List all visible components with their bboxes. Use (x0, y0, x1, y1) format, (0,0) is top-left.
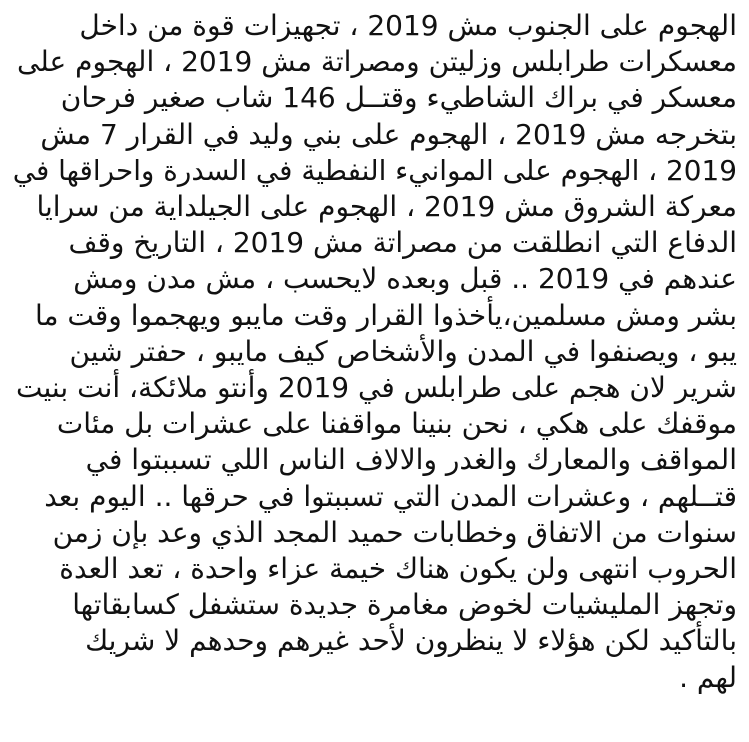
post-line-4: بتخرجه مش 2019 ، الهجوم على بني وليد في القرار 7 مش (40, 117, 737, 151)
post-body (12, 8, 737, 696)
post-line-14: قتــلهم ، وعشرات المدن التي تسببتوا في حرقها .. اليوم بعد (44, 479, 737, 513)
post-line-3: معسكر في براك الشاطيء وقتــل 146 شاب صغير فرحان (60, 81, 737, 115)
post-line-6: معركة الشروق مش 2019 ، الهجوم على الجيلداية من سرايا (36, 190, 737, 224)
post-line-5: 2019 ، الهجوم على الموانيء النفطية في السدرة واحراقها في (12, 153, 737, 187)
post-line-16: الحروب انتهى ولن يكون هناك خيمة عزاء واحدة ، تعد العدة (59, 552, 737, 586)
post-line-2: معسكرات طرابلس وزليتن ومصراتة مش 2019 ، الهجوم على (16, 45, 737, 79)
post-line-10: يبو ، ويصنفوا في المدن والأشخاص كيف مايبو ، حفتر شين (69, 334, 737, 368)
post-line-8: عندهم في 2019 .. قبل وبعده لايحسب ، مش مدن ومش (73, 262, 737, 296)
post-line-15: سنوات من الاتفاق وخطابات حميد المجد الذي وعد بإن زمن (52, 515, 737, 549)
post-line-17: وتجهز المليشيات لخوض مغامرة جديدة ستشفل كسابقاتها (72, 588, 737, 622)
post-line-7: الدفاع التي انطلقت من مصراتة مش 2019 ، التاريخ وقف (68, 226, 737, 260)
post-line-1: الهجوم على الجنوب مش 2019 ، تجهيزات قوة من داخل (79, 9, 737, 42)
post-line-13: المواقف والمعارك والغدر والالاف الناس اللي تسببتوا في (85, 443, 737, 477)
post-line-19: لهم . (679, 660, 737, 694)
post-line-18: بالتأكيد لكن هؤلاء لا ينظرون لأحد غيرهم وحدهم لا شريك (85, 624, 737, 658)
post-line-11: شرير لان هجم على طرابلس في 2019 وأنتو ملائكة، أنت بنيت (15, 371, 737, 405)
post-line-12: موقفك على هكي ، نحن بنينا مواقفنا على عشرات بل مئات (56, 407, 737, 441)
post-line-9: بشر ومش مسلمين،يأخذوا القرار وقت مايبو ويهجموا وقت ما (34, 298, 737, 332)
